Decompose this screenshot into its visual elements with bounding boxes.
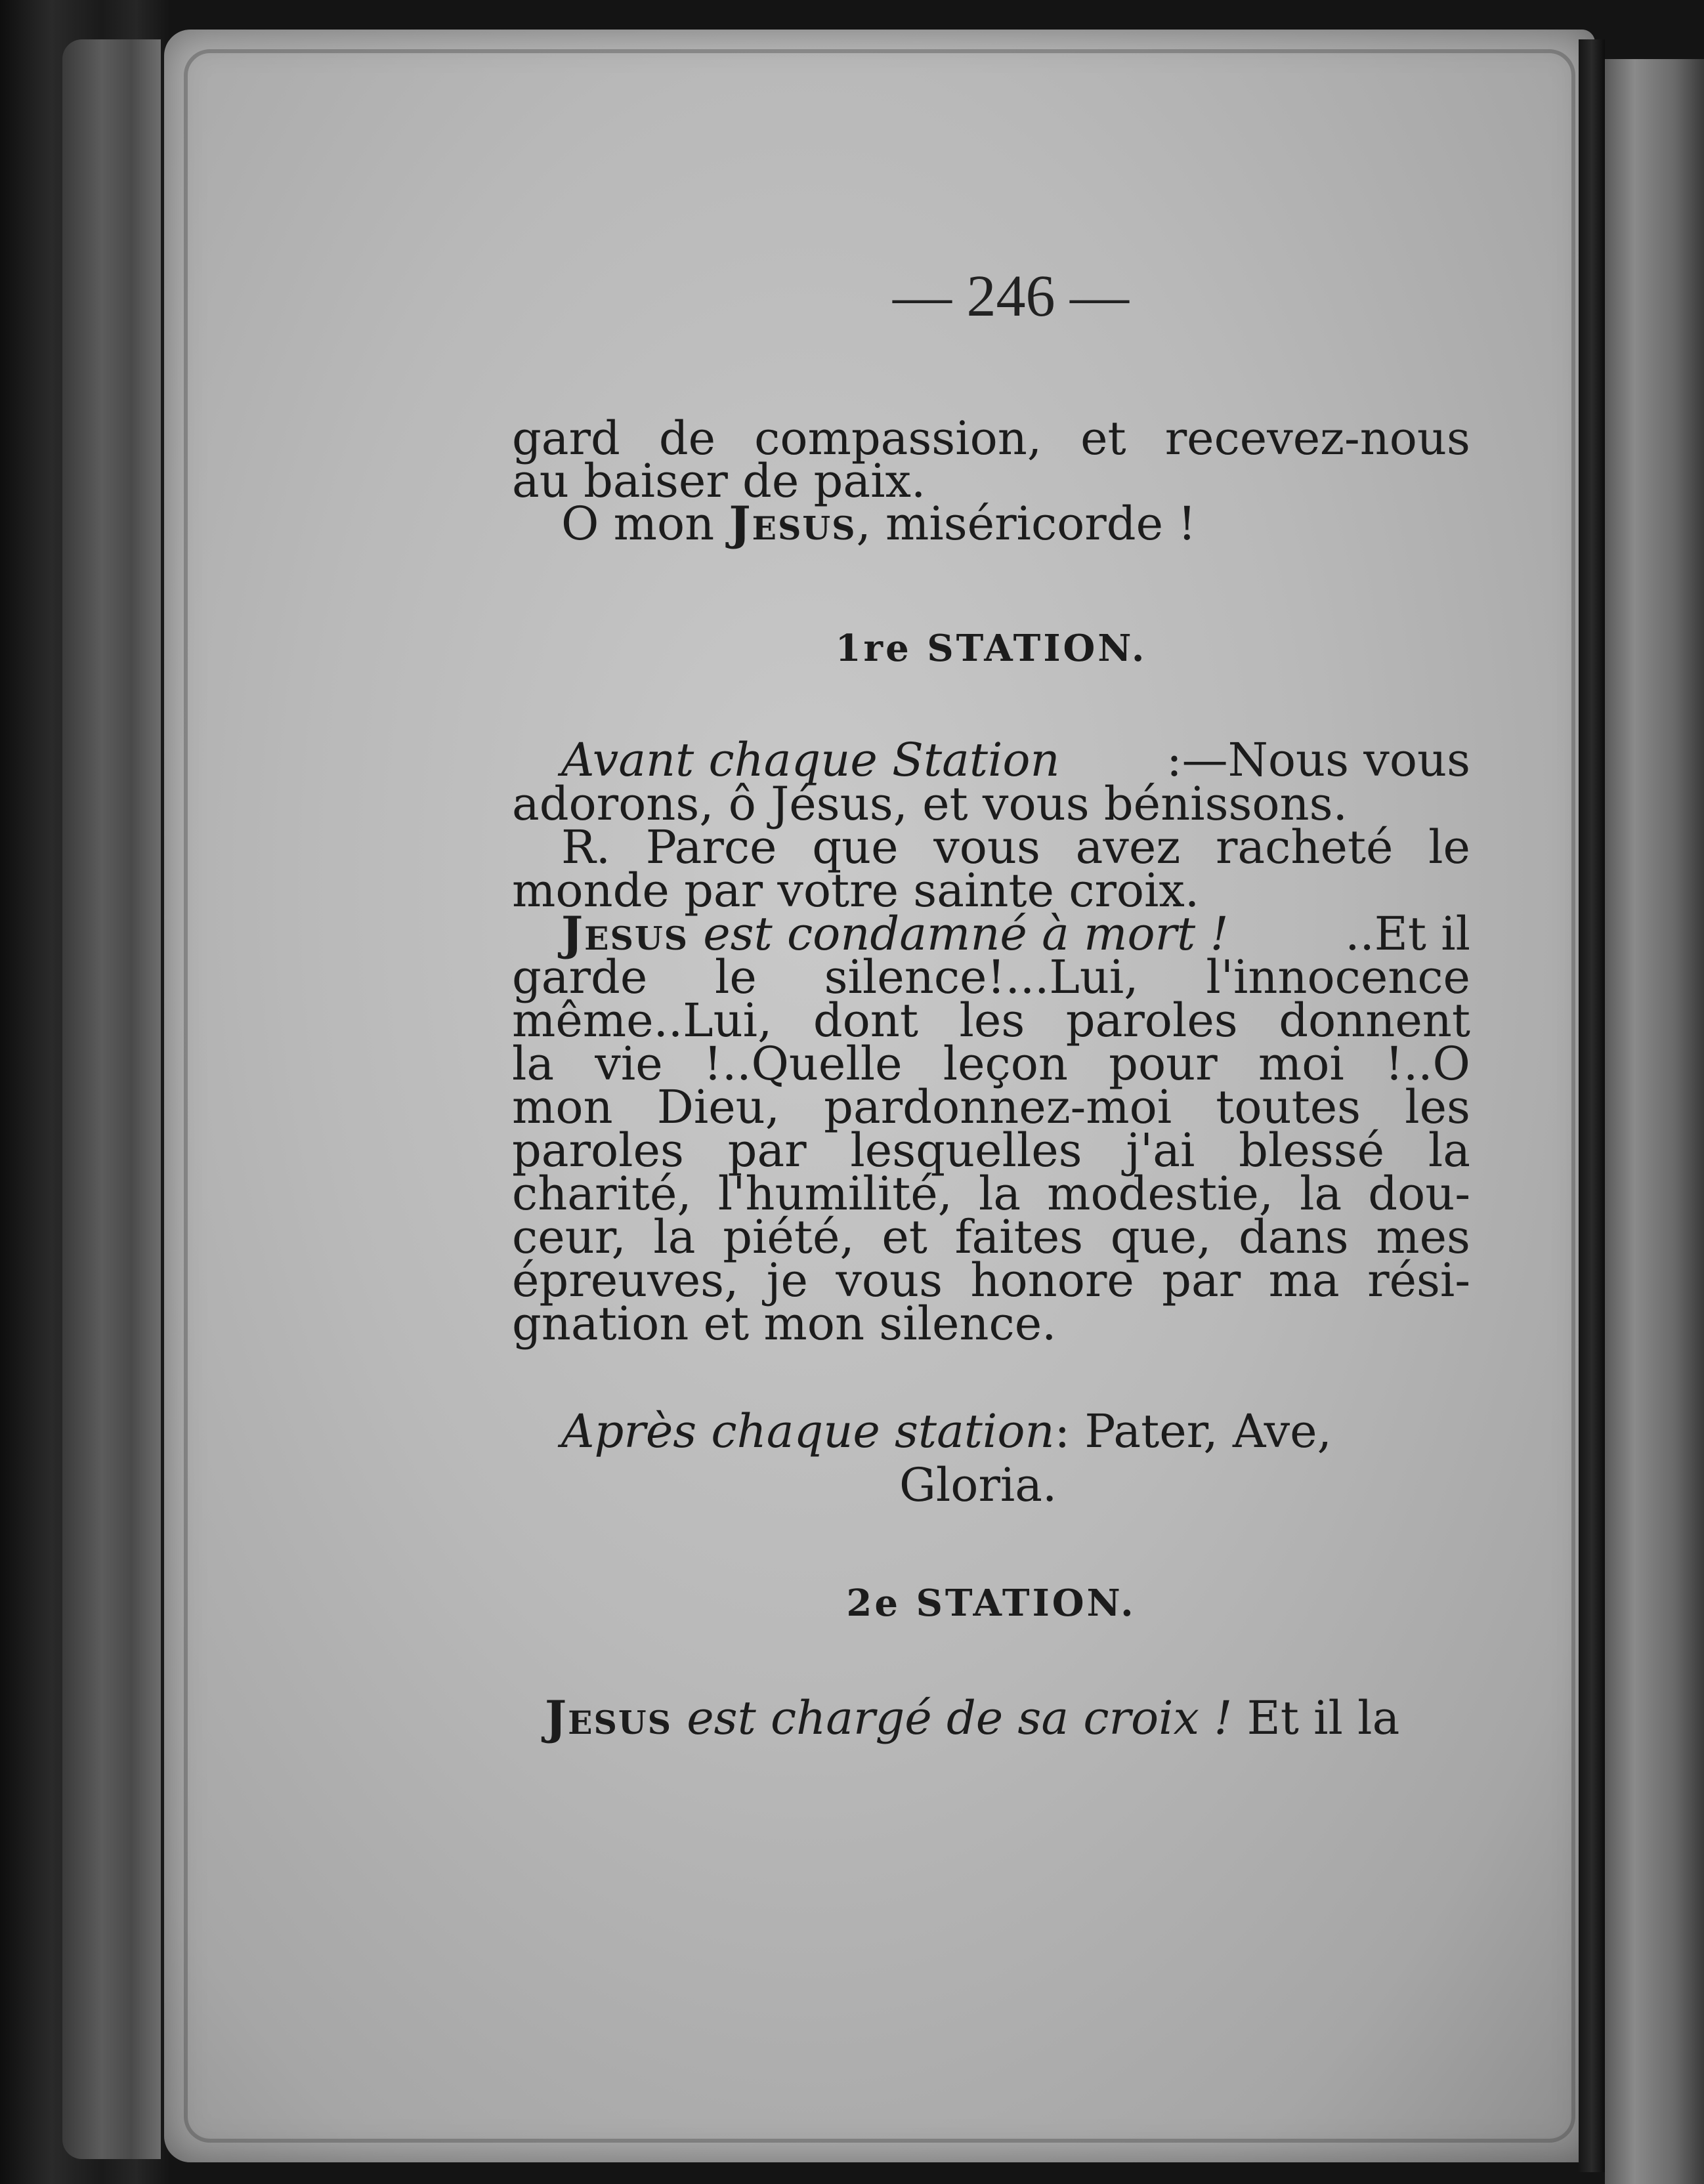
word: dou-	[1368, 1167, 1470, 1221]
word: Parce	[645, 820, 777, 874]
italic-phrase: est chargé de sa croix !	[687, 1691, 1233, 1745]
text-line	[512, 1253, 1470, 1307]
word: mes	[1376, 1210, 1470, 1264]
word: toutes	[1216, 1080, 1361, 1134]
word: mon	[512, 1080, 613, 1134]
text-fragment: , miséricorde !	[856, 497, 1197, 551]
word: modestie,	[1047, 1167, 1274, 1221]
word: ma	[1268, 1253, 1340, 1307]
text-fragment: :—Nous vous	[1166, 733, 1470, 787]
jesus-small-caps: Jesus	[561, 906, 689, 961]
text-fragment: : Pater, Ave,	[1054, 1404, 1332, 1458]
text-line	[512, 1080, 1470, 1134]
book-gutter	[1579, 39, 1605, 2172]
text-line: gnation et mon silence.	[512, 1297, 1057, 1351]
word: la	[512, 1037, 555, 1091]
italic-label: Avant chaque Station	[561, 733, 1060, 787]
word: dont	[813, 994, 919, 1047]
word: silence!...Lui,	[824, 950, 1139, 1004]
word: recevez-nous	[1164, 411, 1470, 465]
word: et	[882, 1210, 927, 1264]
station-number: 2e	[846, 1582, 901, 1625]
word: garde	[512, 950, 648, 1004]
word: que,	[1110, 1210, 1212, 1264]
word: pour	[1109, 1037, 1218, 1091]
word: honore	[970, 1253, 1134, 1307]
text-line	[545, 1690, 1400, 1745]
station-word: STATION.	[916, 1582, 1136, 1625]
text-fragment: ..Et il	[1345, 907, 1470, 961]
text-line: Gloria.	[899, 1458, 1057, 1512]
word: épreuves,	[512, 1253, 739, 1307]
text-line	[512, 1124, 1470, 1177]
word: vous	[933, 820, 1040, 874]
word: moi	[1258, 1037, 1344, 1091]
text-fragment	[561, 906, 1229, 961]
text-line	[512, 1404, 1332, 1458]
word: dans	[1239, 1210, 1349, 1264]
text-line	[512, 496, 1197, 551]
text-fragment	[561, 733, 1060, 787]
word: R.	[561, 820, 610, 874]
jesus-small-caps: Jesus	[545, 1690, 672, 1745]
word: gard	[512, 411, 620, 465]
word: la	[653, 1210, 696, 1264]
facing-page-edge	[1605, 59, 1704, 2184]
station-1-heading	[512, 627, 1470, 670]
word: je	[766, 1253, 808, 1307]
word: rési-	[1367, 1253, 1470, 1307]
word: paroles	[1065, 994, 1238, 1047]
text-line	[512, 994, 1470, 1047]
text-line	[512, 906, 1470, 961]
word: et	[1080, 411, 1126, 465]
word: vie	[595, 1037, 663, 1091]
word: piété,	[723, 1210, 855, 1264]
word: paroles	[512, 1124, 684, 1177]
text-line: monde par votre sainte croix.	[512, 864, 1200, 917]
text-line: au baiser de paix.	[512, 454, 926, 508]
text-line	[512, 820, 1470, 874]
italic-label: Après chaque station	[561, 1404, 1055, 1458]
word: le	[1428, 820, 1470, 874]
text-line	[512, 1210, 1470, 1264]
station-number: 1re	[835, 627, 912, 670]
word: la	[1300, 1167, 1342, 1221]
word: par	[1162, 1253, 1241, 1307]
word: j'ai	[1126, 1124, 1195, 1177]
text-fragment: Et il la	[1246, 1691, 1400, 1745]
word: de	[658, 411, 716, 465]
word: racheté	[1215, 820, 1394, 874]
word: !..O	[1384, 1037, 1470, 1091]
previous-pages-edge	[62, 39, 161, 2159]
word: lesquelles	[850, 1124, 1082, 1177]
word: !..Quelle	[703, 1037, 903, 1091]
word: le	[715, 950, 757, 1004]
station-2-heading	[512, 1582, 1470, 1625]
word: la	[1428, 1124, 1470, 1177]
word: pardonnez-moi	[824, 1080, 1172, 1134]
word: leçon	[943, 1037, 1068, 1091]
text-line: adorons, ô Jésus, et vous bénissons.	[512, 777, 1348, 831]
italic-phrase: est condamné à mort !	[703, 907, 1229, 961]
word: la	[978, 1167, 1021, 1221]
word: l'humilité,	[717, 1167, 952, 1221]
word: l'innocence	[1206, 950, 1470, 1004]
word: vous	[836, 1253, 943, 1307]
word: les	[1405, 1080, 1470, 1134]
text-line	[512, 1167, 1470, 1221]
station-word: STATION.	[927, 627, 1147, 670]
text-line	[512, 733, 1470, 787]
word: ceur,	[512, 1210, 626, 1264]
word: blessé	[1239, 1124, 1385, 1177]
page-number: — 246 —	[893, 264, 1129, 329]
text-line	[512, 1037, 1470, 1091]
word: donnent	[1279, 994, 1470, 1047]
word: charité,	[512, 1167, 692, 1221]
word: compassion,	[754, 411, 1042, 465]
word: les	[959, 994, 1025, 1047]
text-line	[512, 950, 1470, 1004]
word: que	[812, 820, 899, 874]
text-fragment: O mon	[561, 497, 729, 551]
word: avez	[1075, 820, 1181, 874]
word: faites	[954, 1210, 1084, 1264]
jesus-small-caps: Jesus	[729, 496, 857, 551]
word: Dieu,	[656, 1080, 780, 1134]
word: par	[727, 1124, 807, 1177]
word: même..Lui,	[512, 994, 773, 1047]
